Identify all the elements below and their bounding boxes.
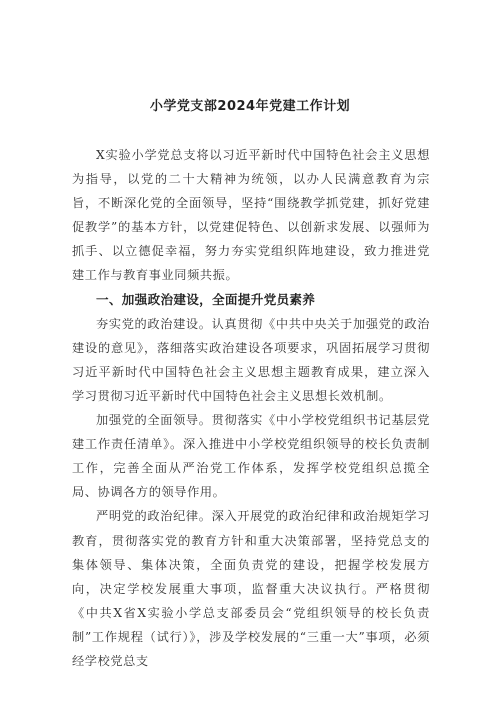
intro-paragraph: X实验小学党总支将以习近平新时代中国特色社会主义思想为指导，以党的二十大精神为统领，以办人民满意教育为宗旨，不断深化党的全面领导，坚持“围绕教学抓党建，抓好党建促教学”的基本方针，以党建促特色、以创新求发展、以强师为抓手、以立德促幸福，努力夯实党组织阵地建设，致力推进党建工作与教育事业同频共振。 bbox=[72, 148, 430, 283]
document-title: 小学党支部2024年党建工作计划 bbox=[149, 99, 351, 114]
body-paragraph: 加强党的全面领导。贯彻落实《中小学校党组织书记基层党建工作责任清单》。深入推进中小学校党组织领导的校长负责制工作，完善全面从严治党工作体系，发挥学校党组织总揽全局、协调各方的领导作用。 bbox=[72, 413, 430, 500]
document-body bbox=[72, 143, 430, 673]
section-heading: 一、加强政治建设，全面提升党员素养 bbox=[96, 291, 316, 307]
body-paragraph: 夯实党的政治建设。认真贯彻《中共中央关于加强党的政治建设的意见》，落细落实政治建设各项要求，巩固拓展学习贯彻习近平新时代中国特色社会主义思想主题教育成果，建立深入学习贯彻习近平新时代中国特色社会主义思想长效机制。 bbox=[72, 316, 430, 403]
body-paragraph: 严明党的政治纪律。深入开展党的政治纪律和政治规矩学习教育，贯彻落实党的教育方针和重大决策部署，坚持党总支的集体领导、集体决策，全面负责党的建设，把握学校发展方向，决定学校发展重大事项，监督重大决议执行。严格贯彻《中共X省X实验小学总支部委员会“党组织领导的校长负责制”工作规程（试行）》，涉及学校发展的“三重一大”事项，必须经学校党总支 bbox=[72, 509, 430, 668]
